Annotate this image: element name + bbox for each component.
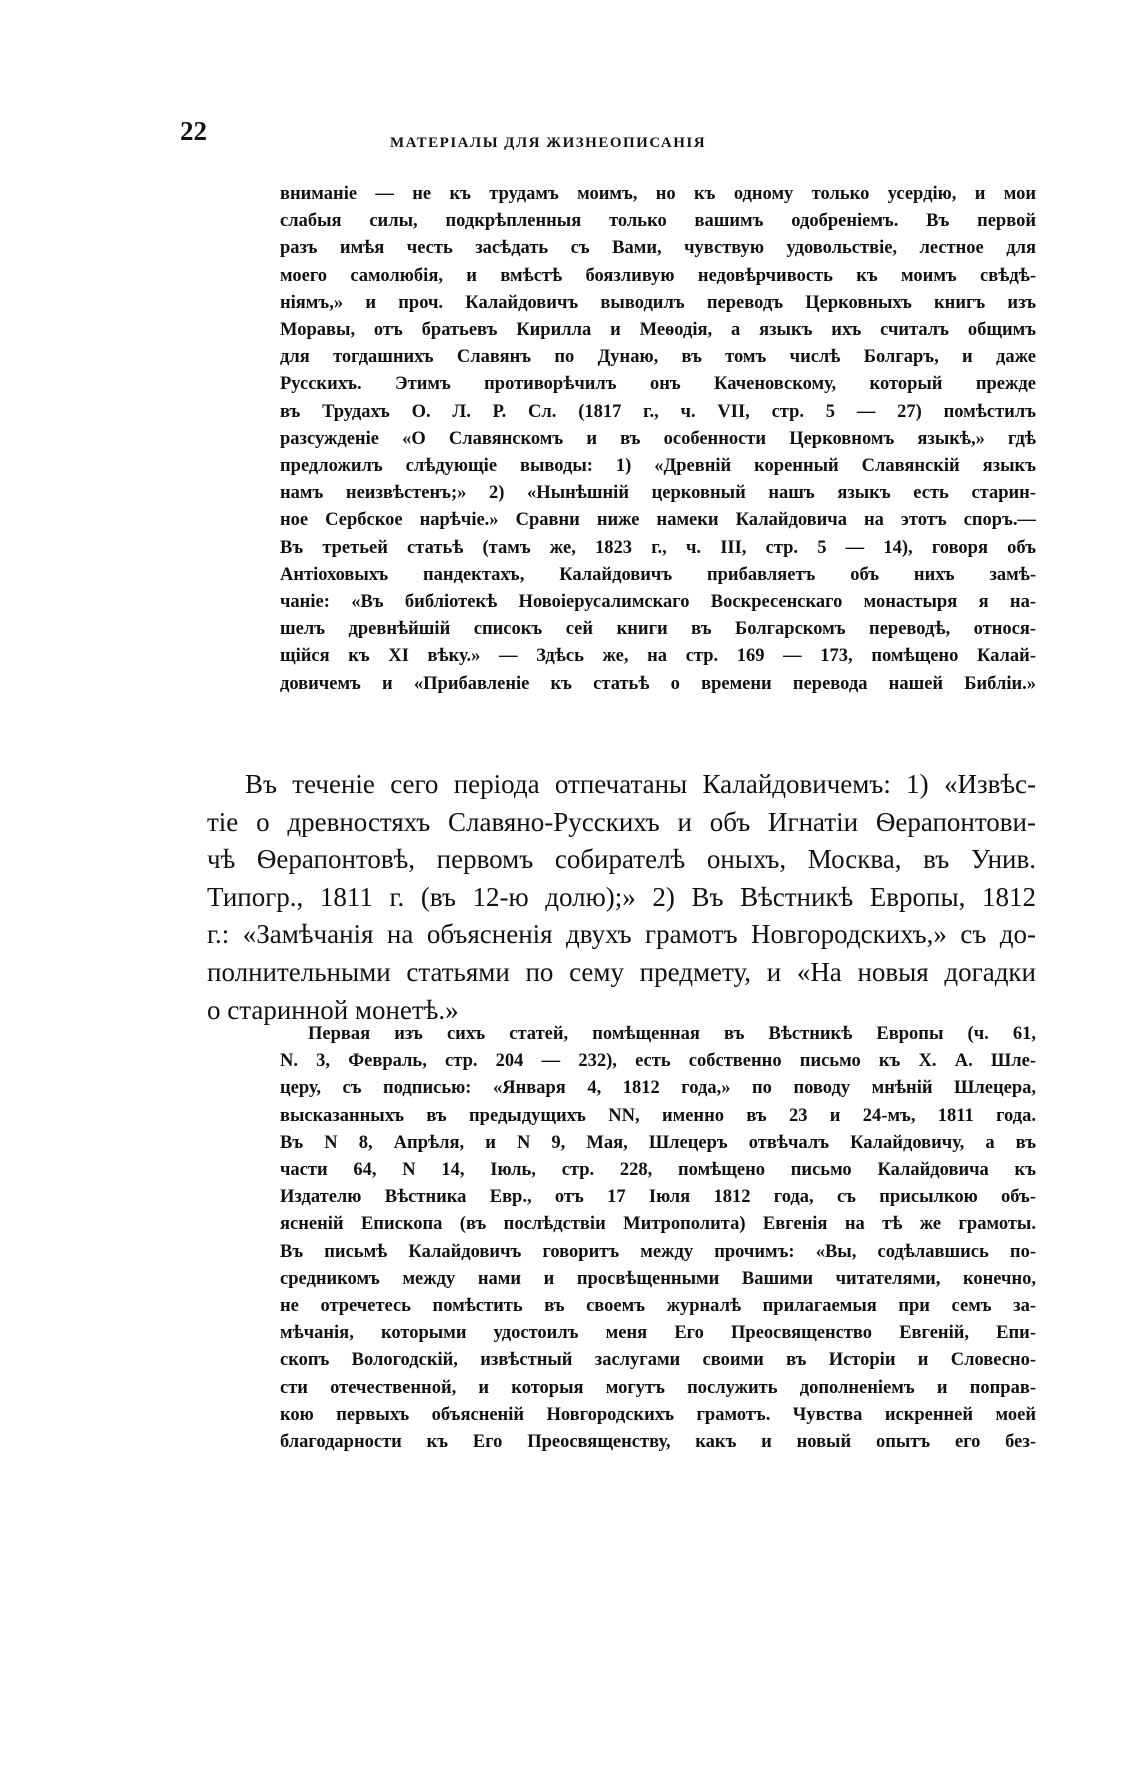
footnote-line: слабыя силы, подкрѣпленныя только вашимъ одобреніемъ. Въ первой [280, 211, 1036, 232]
footnote-line: разъ имѣя честь засѣдать съ Вами, чувствую удовольствіе, лестное для [280, 238, 1036, 259]
footnote-line: Моравы, отъ братьевъ Кирилла и Меѳодія, а языкъ ихъ считалъ общимъ [280, 320, 1036, 341]
body-line: о старинной монетѣ.» [207, 994, 459, 1025]
footnote-line: благодарности къ Его Преосвященству, какъ и новый опытъ его без- [280, 1432, 1036, 1453]
footnote-line: кою первыхъ объясненій Новгородскихъ грамотъ. Чувства искренней моей [280, 1404, 1036, 1425]
footnote-line: скопъ Вологодскій, извѣстный заслугами своими въ Исторіи и Словесно- [280, 1350, 1036, 1371]
footnote-line: Первая изъ сихъ статей, помѣщенная въ Вѣстникѣ Европы (ч. 61, [308, 1024, 1036, 1044]
footnote-line: средникомъ между нами и просвѣщенными Вашими читателями, конечно, [280, 1268, 1036, 1289]
footnote-line: Въ N 8, Апрѣля, и N 9, Мая, Шлецеръ отвѣчалъ Калайдовичу, а въ [280, 1132, 1036, 1153]
footnote-line: Русскихъ. Этимъ противорѣчилъ онъ Каченовскому, который прежде [280, 374, 1036, 395]
footnote-line: Антіоховыхъ пандектахъ, Калайдовичъ прибавляетъ объ нихъ замѣ- [280, 564, 1036, 585]
body-line: чѣ Ѳерапонтовѣ, первомъ собирателѣ оныхъ, Москва, въ Унив. [207, 844, 1036, 875]
footnote-line: моего самолюбія, и вмѣстѣ боязливую недовѣрчивость къ моимъ свѣдѣ- [280, 265, 1036, 286]
footnote-line: намъ неизвѣстенъ;» 2) «Нынѣшній церковный нашъ языкъ есть старин- [280, 483, 1036, 504]
footnote-line: мѣчанія, которыми удостоилъ меня Его Преосвященство Евгеній, Епи- [280, 1323, 1036, 1344]
body-line: тіе о древностяхъ Славяно-Русскихъ и объ Игнатіи Ѳерапонтови- [207, 806, 1036, 837]
footnote-line: части 64, N 14, Іюль, стр. 228, помѣщено письмо Калайдовича къ [280, 1160, 1036, 1181]
footnote-line: Издателю Вѣстника Евр., отъ 17 Іюля 1812 года, съ присылкою объ- [280, 1187, 1036, 1208]
footnote-line: не отречетесь помѣстить въ своемъ журналѣ прилагаемыя при семъ за- [280, 1296, 1036, 1317]
footnote-bottom [280, 1021, 1036, 1456]
footnote-line: ясненій Епископа (въ послѣдствіи Митрополита) Евгенія на тѣ же грамоты. [280, 1214, 1036, 1235]
footnote-line: N. 3, Февраль, стр. 204 — 232), есть собственно письмо къ Х. А. Шле- [280, 1051, 1036, 1072]
footnote-top [280, 181, 1036, 698]
footnote-line: сти отечественной, и которыя могутъ послужить дополненіемъ и поправ- [280, 1377, 1036, 1398]
body-line: Типогр., 1811 г. (въ 12-ю долю);» 2) Въ Вѣстникѣ Европы, 1812 [207, 881, 1036, 912]
footnote-line: церу, съ подписью: «Января 4, 1812 года,» по поводу мнѣній Шлецера, [280, 1078, 1036, 1099]
page-number: 22 [180, 116, 207, 146]
main-paragraph [207, 766, 1036, 1029]
body-line: полнительными статьями по сему предмету, и «На новыя догадки [207, 956, 1036, 987]
running-head: МАТЕРІАЛЫ ДЛЯ ЖИЗНЕОПИСАНІЯ [390, 135, 707, 151]
footnote-line: щійся къ XI вѣку.» — Здѣсь же, на стр. 169 — 173, помѣщено Калай- [280, 646, 1036, 667]
footnote-line: для тогдашнихъ Славянъ по Дунаю, въ томъ числѣ Болгаръ, и даже [280, 347, 1036, 368]
footnote-line: чаніе: «Въ библіотекѣ Новоіерусалимскаго Воскресенскаго монастыря я на- [280, 592, 1036, 613]
footnote-line: Въ письмѣ Калайдовичъ говоритъ между прочимъ: «Вы, содѣлавшись по- [280, 1241, 1036, 1262]
footnote-line: высказанныхъ въ предыдущихъ NN, именно въ 23 и 24-мъ, 1811 года. [280, 1105, 1036, 1126]
footnote-line: шелъ древнѣйшій списокъ сей книги въ Болгарскомъ переводѣ, относя- [280, 619, 1036, 640]
footnote-line: вниманіе — не къ трудамъ моимъ, но къ одному только усердію, и мои [280, 184, 1036, 204]
footnote-line: довичемъ и «Прибавленіе къ статьѣ о времени перевода нашей Библіи.» [280, 673, 1036, 694]
footnote-line: предложилъ слѣдующіе выводы: 1) «Древній коренный Славянскій языкъ [280, 456, 1036, 477]
footnote-line: въ Трудахъ О. Л. Р. Сл. (1817 г., ч. VII, стр. 5 — 27) помѣстилъ [280, 401, 1036, 422]
footnote-line: разсужденіе «О Славянскомъ и въ особенности Церковномъ языкѣ,» гдѣ [280, 428, 1036, 449]
body-line: г.: «Замѣчанія на объясненія двухъ грамотъ Новгородскихъ,» съ до- [207, 919, 1036, 950]
body-line: Въ теченіе сего періода отпечатаны Калайдовичемъ: 1) «Извѣс- [245, 769, 1036, 799]
footnote-line: Въ третьей статьѣ (тамъ же, 1823 г., ч. III, стр. 5 — 14), говоря объ [280, 537, 1036, 558]
footnote-line: ное Сербское нарѣчіе.» Сравни ниже намеки Калайдовича на этотъ споръ.— [280, 510, 1036, 531]
footnote-line: ніямъ,» и проч. Калайдовичъ выводилъ переводъ Церковныхъ книгъ изъ [280, 292, 1036, 313]
